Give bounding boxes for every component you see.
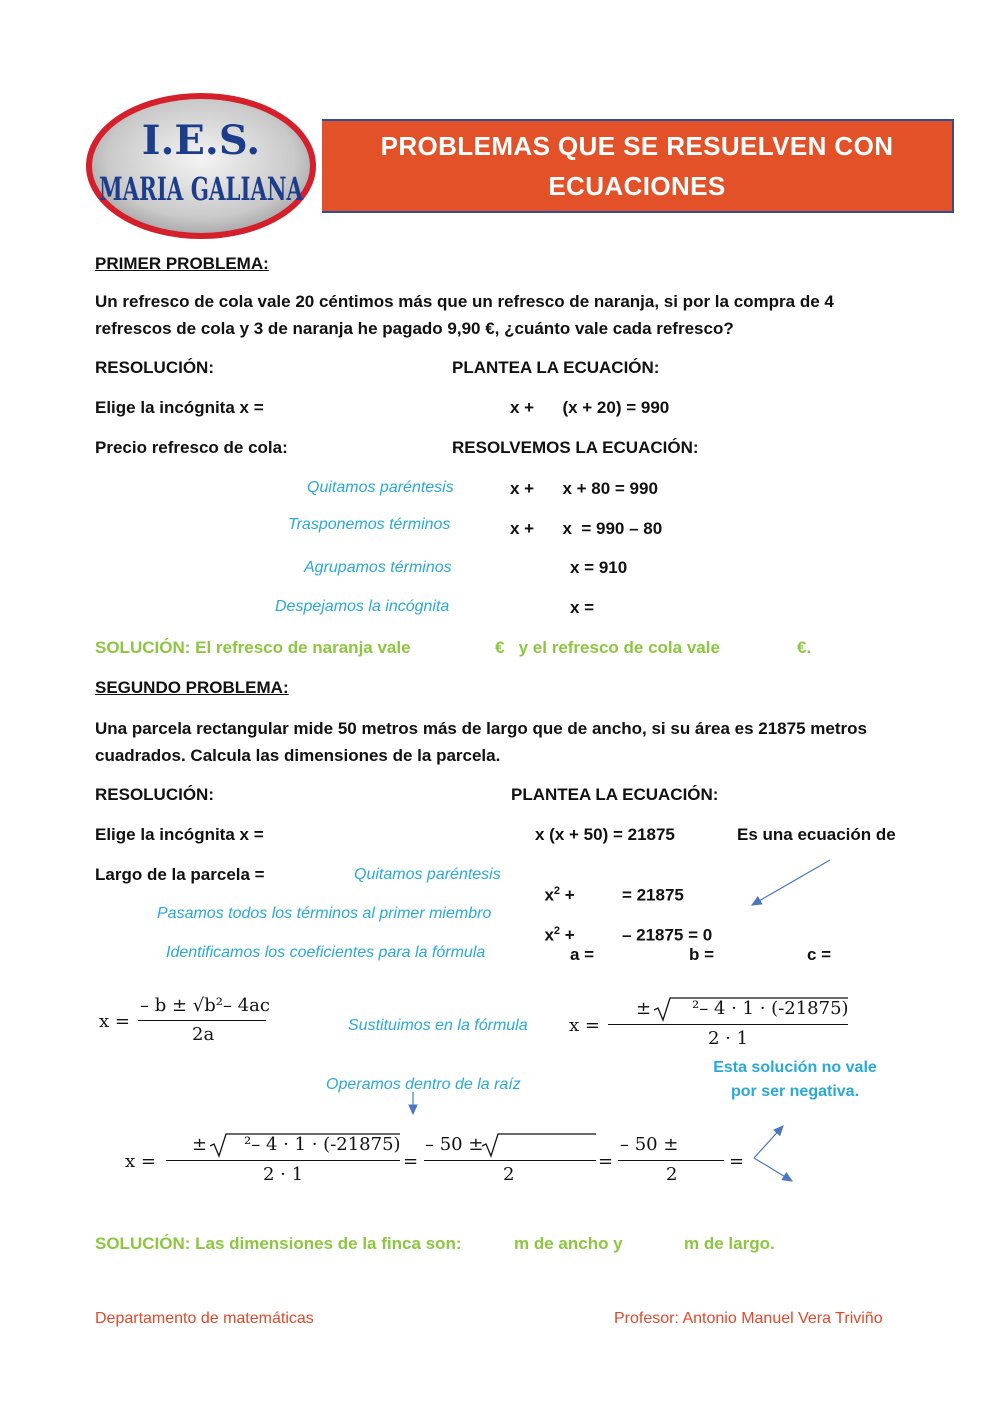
arrow-icon	[754, 1126, 783, 1158]
step-expression: x = 910	[570, 558, 628, 577]
step-hint: Identificamos los coeficientes para la fórmula	[166, 944, 486, 961]
formula-x-eq: x =	[125, 1151, 156, 1172]
step-expression: $x^2$ + = 21875	[544, 885, 684, 905]
arrow-icon	[752, 860, 830, 905]
logo-text-name: MARIA GALIANA	[99, 170, 304, 208]
step-hint: Sustituimos en la fórmula	[348, 1017, 528, 1034]
problem2-solution-b: m de ancho y	[514, 1234, 623, 1253]
problem1-heading: PRIMER PROBLEMA:	[95, 254, 269, 273]
step-hint: Pasamos todos los términos al primer miembro	[157, 905, 492, 922]
coef-a: a =	[570, 945, 595, 964]
step-hint: Despejamos la incógnita	[275, 598, 450, 615]
formula-step2-denominator: 2	[503, 1164, 515, 1185]
problem2-plantea: PLANTEA LA ECUACIÓN:	[511, 785, 719, 804]
problem2-largo: Largo de la parcela =	[95, 865, 265, 884]
formula-subst-radicand: ²– 4 · 1 · (-21875)	[692, 998, 849, 1019]
formula-step3-numerator: – 50 ±	[620, 1134, 679, 1155]
problem1-resolucion: RESOLUCIÓN:	[95, 358, 214, 377]
footer-teacher: Profesor: Antonio Manuel Vera Triviño	[614, 1310, 883, 1327]
sqrt-sign	[480, 1132, 596, 1158]
coef-c: c =	[807, 945, 832, 964]
step-expression-rest: + – 21875 = 0	[564, 925, 713, 945]
coef-b: b =	[689, 945, 715, 964]
step-hint: Quitamos paréntesis	[354, 866, 501, 883]
x-variable: x	[544, 885, 554, 905]
formula-subst-denominator: 2 · 1	[263, 1164, 304, 1185]
problem2-resolucion: RESOLUCIÓN:	[95, 785, 214, 804]
formula-general-denominator: 2a	[192, 1024, 215, 1045]
arrow-icon	[754, 1158, 792, 1181]
formula-general-numerator: – b ± √b²– 4ac	[140, 995, 270, 1016]
problem2-incognita: Elige la incógnita x =	[95, 825, 264, 844]
problem1-equation: x + (x + 20) = 990	[510, 398, 670, 417]
fraction-bar	[618, 1160, 724, 1161]
negative-solution-note: Esta solución no vale por ser negativa.	[713, 1059, 877, 1100]
fraction-bar	[166, 1160, 400, 1161]
problem2-solution-c: m de largo.	[684, 1234, 775, 1253]
problem1-resolvemos: RESOLVEMOS LA ECUACIÓN:	[452, 438, 699, 457]
formula-subst-denominator: 2 · 1	[708, 1028, 749, 1049]
step-expression: x + x + 80 = 990	[510, 479, 658, 498]
formula-x-eq: x =	[569, 1015, 600, 1036]
formula-subst-radicand: ²– 4 · 1 · (-21875)	[244, 1134, 401, 1155]
step-hint: Operamos dentro de la raíz	[326, 1076, 521, 1093]
fraction-bar	[424, 1160, 596, 1161]
problem1-solution-a: SOLUCIÓN: El refresco de naranja vale	[95, 638, 411, 657]
problem1-solution-c: €.	[797, 638, 812, 657]
formula-step2-numerator: – 50 ±	[425, 1134, 484, 1155]
step-expression-rest: + = 21875	[564, 885, 684, 905]
x-variable: x	[544, 925, 554, 945]
problem2-equation: x (x + 50) = 21875	[535, 825, 675, 844]
problem2-statement: Una parcela rectangular mide 50 metros más de largo que de ancho, si su área es 21875 metros cuadrados. Calcula las dimensiones de la parcela.	[95, 719, 867, 765]
step-hint: Agrupamos términos	[304, 559, 452, 576]
problem1-solution-b: € y el refresco de cola vale	[495, 638, 720, 657]
logo-text-ies: I.E.S.	[141, 117, 261, 164]
step-hint: Trasponemos términos	[288, 516, 451, 533]
formula-x-eq: x =	[99, 1011, 130, 1032]
problem1-precio-cola: Precio refresco de cola:	[95, 438, 288, 457]
formula-subst-pm: ±	[192, 1134, 208, 1155]
step-expression: x =	[570, 598, 595, 617]
problem1-statement: Un refresco de cola vale 20 céntimos más que un refresco de naranja, si por la compra de 4 refrescos de cola y 3 de naranja he pagado 9,90 €, ¿cuánto vale cada refresco?	[95, 292, 834, 338]
footer-department: Departamento de matemáticas	[95, 1310, 314, 1327]
step-expression: $x^2$ + – 21875 = 0	[544, 925, 713, 945]
problem2-solution-a: SOLUCIÓN: Las dimensiones de la finca son:	[95, 1234, 462, 1253]
page-title: PROBLEMAS QUE SE RESUELVEN CON ECUACIONES	[380, 131, 894, 201]
problem1-plantea: PLANTEA LA ECUACIÓN:	[452, 358, 660, 377]
problem1-incognita: Elige la incógnita x =	[95, 398, 264, 417]
equals-sign: =	[598, 1151, 614, 1172]
equals-sign: =	[729, 1151, 745, 1172]
formula-subst-pm: ±	[636, 998, 652, 1019]
formula-step3-denominator: 2	[666, 1164, 678, 1185]
equals-sign: =	[403, 1151, 419, 1172]
step-expression: x + x = 990 – 80	[510, 519, 663, 538]
problem2-ecuacion-de: Es una ecuación de	[737, 825, 896, 844]
problem2-heading: SEGUNDO PROBLEMA:	[95, 678, 289, 697]
step-hint: Quitamos paréntesis	[307, 479, 454, 496]
